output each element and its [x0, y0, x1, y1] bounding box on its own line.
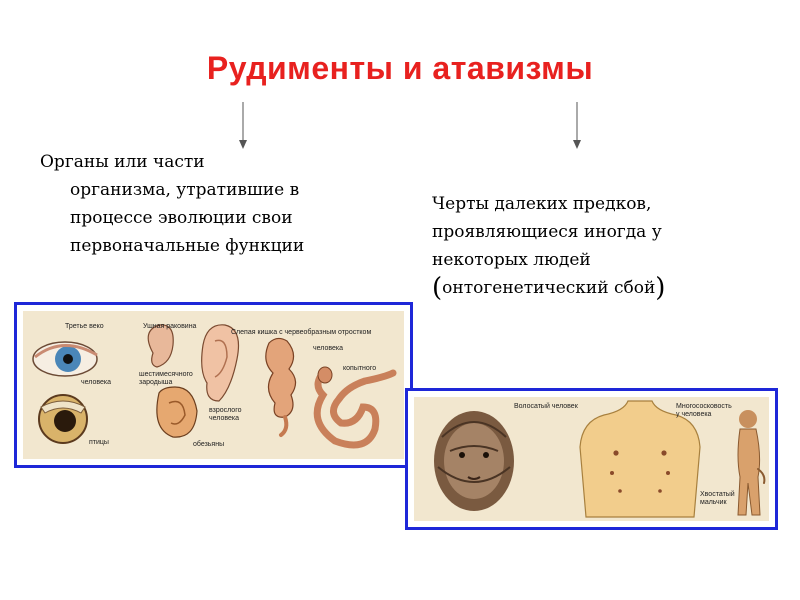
label-hairy-man: Волосатый человек — [514, 403, 578, 410]
paren-close: ) — [655, 273, 666, 303]
label-monkey-ear: обезьяны — [193, 441, 225, 448]
adult-ear-icon — [202, 325, 239, 401]
paren-open: ( — [432, 273, 443, 303]
monkey-ear-icon — [157, 387, 197, 437]
human-appendix-icon — [266, 338, 296, 417]
arrow-right-icon — [571, 102, 583, 150]
definition-line: некоторых людей — [432, 250, 591, 270]
label-third-eyelid: Третье веко — [65, 323, 104, 330]
label-human-eye: человека — [81, 379, 112, 386]
definition-line: проявляющиеся иногда у — [432, 222, 662, 242]
definition-line — [432, 274, 782, 302]
slide-title: Рудименты и атавизмы — [206, 50, 594, 86]
embryo-ear-icon — [148, 325, 173, 367]
arrow-left-icon — [237, 102, 249, 150]
definition-line-text: онтогенетический сбой — [442, 278, 656, 298]
label-tailed-boy: Хвостатый мальчик — [700, 491, 735, 506]
tailed-boy-icon — [738, 410, 764, 515]
definition-line: Органы или части — [40, 152, 205, 172]
rudiments-illustration — [14, 302, 413, 468]
atavisms-definition — [432, 190, 782, 302]
definition-line: первоначальные функции — [70, 236, 305, 256]
label-human-appendix: человека — [313, 345, 344, 352]
label-ear-muscles: Ушная раковина — [143, 323, 197, 330]
definition-line: процессе эволюции свои — [70, 208, 293, 228]
label-hoofed: копытного — [343, 365, 377, 372]
label-adult-ear: взрослого человека — [209, 407, 242, 422]
rudiments-illustration-panel — [23, 311, 404, 459]
label-polythelia: Многососковость у человека — [676, 403, 732, 418]
rudiments-definition — [40, 148, 380, 260]
label-appendix: Слепая кишка с червеобразным отростком — [231, 329, 372, 336]
definition-line: Черты далеких предков, — [432, 194, 652, 214]
label-embryo: шестимесячного зародыша — [139, 371, 193, 386]
hoofed-appendix-icon — [317, 373, 393, 445]
label-bird-eye: птицы — [89, 439, 109, 446]
definition-line: организма, утратившие в — [70, 180, 300, 200]
atavisms-illustration — [405, 388, 778, 530]
hairy-man-icon — [434, 411, 514, 511]
atavisms-illustration-panel — [414, 397, 769, 521]
